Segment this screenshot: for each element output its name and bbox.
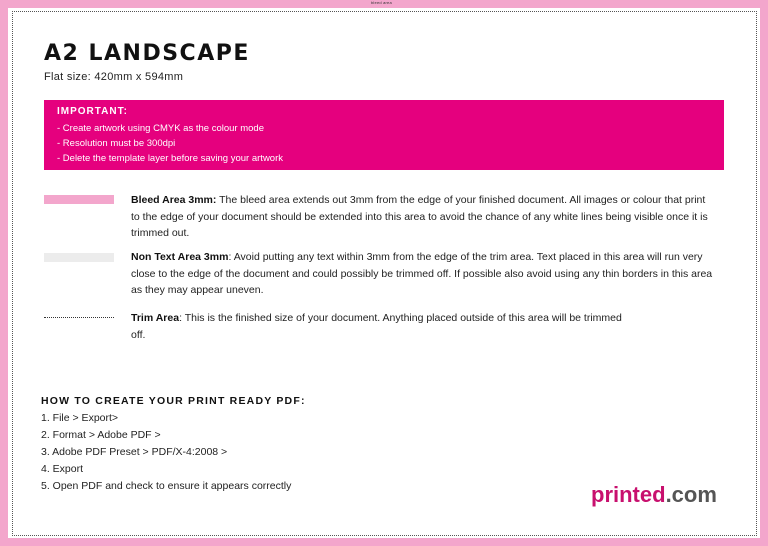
step-item: 4. Export xyxy=(41,463,84,475)
bleed-term: Bleed Area 3mm: xyxy=(131,194,217,206)
trim-swatch xyxy=(44,317,114,318)
important-line: - Resolution must be 300dpi xyxy=(57,138,176,149)
bleed-label: bleed area xyxy=(371,0,392,5)
trim-term: Trim Area xyxy=(131,312,180,324)
non-text-description xyxy=(131,249,716,299)
step-item: 1. File > Export> xyxy=(41,412,119,424)
bleed-description xyxy=(131,192,716,242)
important-heading: IMPORTANT: xyxy=(57,106,128,117)
important-line: - Delete the template layer before saving your artwork xyxy=(57,153,283,164)
step-item: 5. Open PDF and check to ensure it appears correctly xyxy=(41,480,292,492)
step-item: 3. Adobe PDF Preset > PDF/X-4:2008 > xyxy=(41,446,228,458)
logo-part2: .com xyxy=(665,482,717,507)
howto-steps xyxy=(41,410,291,495)
important-line: - Create artwork using CMYK as the colour mode xyxy=(57,123,264,134)
non-text-swatch xyxy=(44,253,114,262)
page-title: A2 LANDSCAPE xyxy=(44,41,250,66)
non-text-text: : Avoid putting any text within 3mm from the edge of the trim area. Text placed in this area will run very close to the edge of the document and could possibly be trimmed off. If possible also avoid using any thin borders in this area as they may appear uneven. xyxy=(131,251,713,296)
bleed-swatch xyxy=(44,195,114,204)
step-item: 2. Format > Adobe PDF > xyxy=(41,429,161,441)
howto-title: HOW TO CREATE YOUR PRINT READY PDF: xyxy=(41,395,306,407)
logo-part1: printed xyxy=(591,482,666,507)
page-subtitle: Flat size: 420mm x 594mm xyxy=(44,71,184,83)
trim-description xyxy=(131,310,631,343)
printed-logo xyxy=(591,482,717,508)
important-box xyxy=(44,100,724,170)
non-text-term: Non Text Area 3mm xyxy=(131,251,229,263)
bleed-text: The bleed area extends out 3mm from the edge of your finished document. All images or colour that print to the edge of your document should be extended into this area to avoid the chance of any white lines being visible once it is trimmed out. xyxy=(131,194,708,239)
trim-text: : This is the finished size of your document. Anything placed outside of this area will be trimmed off. xyxy=(131,312,622,341)
artboard xyxy=(8,8,760,538)
